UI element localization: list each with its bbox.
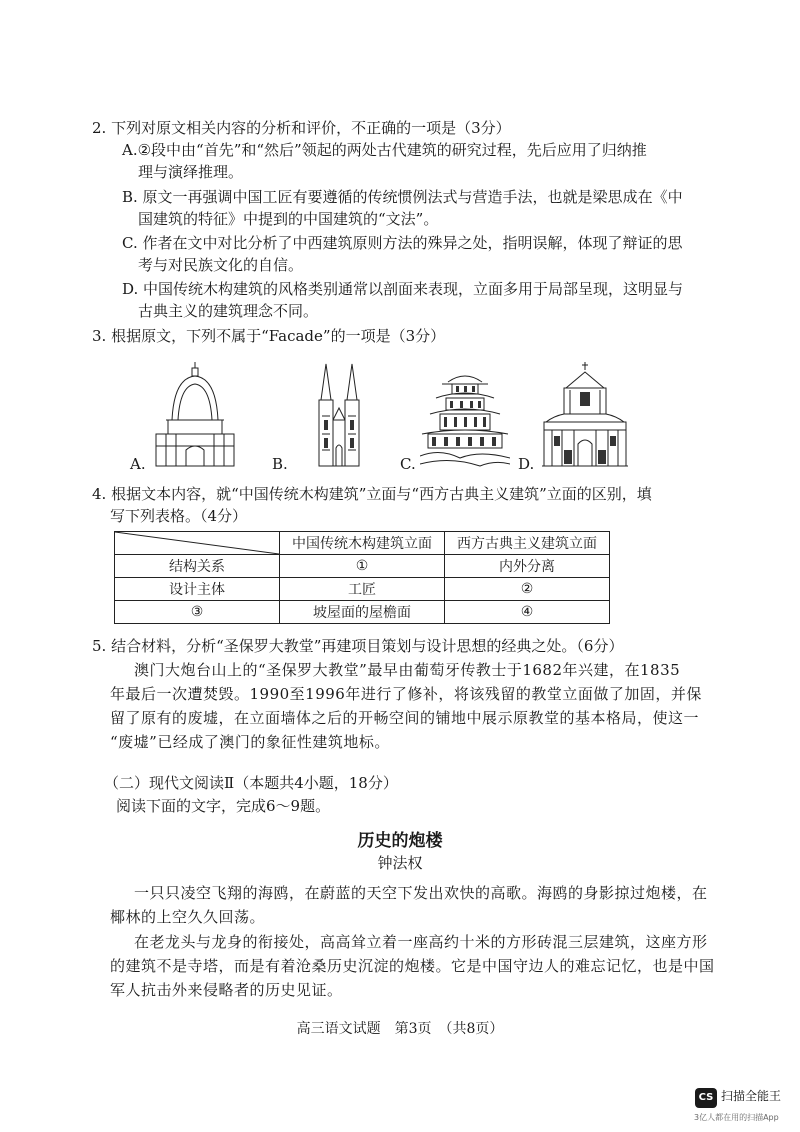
- q2-option-c-line1: C. 作者在文中对比分析了中西建筑原则方法的殊异之处，指明误解，体现了辩证的思: [122, 234, 683, 252]
- figure-c-label: C.: [400, 455, 416, 473]
- camscanner-logo-icon: CS: [695, 1088, 717, 1108]
- q2-option-a-line2: 理与演绎推理。: [138, 163, 244, 181]
- table-header-row: [115, 532, 610, 555]
- q2-stem: 2. 下列对原文相关内容的分析和评价，不正确的一项是（3分）: [92, 119, 511, 137]
- figure-a-dome-section: [152, 360, 238, 470]
- table-row: [115, 601, 610, 624]
- figure-d-label: D.: [518, 455, 535, 473]
- table-cell: ④: [445, 601, 610, 624]
- paragraph-2-line3: 军人抗击外来侵略者的历史见证。: [110, 981, 343, 999]
- q4-stem-line1: 4. 根据文本内容，就“中国传统木构建筑”立面与“西方古典主义建筑”立面的区别，填: [92, 485, 652, 503]
- q2-option-d-line1: D. 中国传统木构建筑的风格类别通常以剖面来表现，立面多用于局部呈现，这明显与: [122, 280, 684, 298]
- table-header-cell: 中国传统木构建筑立面: [280, 532, 445, 555]
- table-diagonal-cell: [115, 532, 280, 555]
- table-cell: 设计主体: [115, 578, 280, 601]
- table-row: [115, 578, 610, 601]
- table-cell: ③: [115, 601, 280, 624]
- q4-stem-line2: 写下列表格。（4分）: [110, 507, 248, 525]
- table-row: [115, 555, 610, 578]
- figure-d-classical-facade: [540, 360, 630, 470]
- article-title: 历史的炮楼: [357, 831, 443, 851]
- paragraph-1-line1: 一只只凌空飞翔的海鸥，在蔚蓝的天空下发出欢快的高歌。海鸥的身影掠过炮楼，在: [134, 884, 708, 902]
- q5-material-line1: 澳门大炮台山上的“圣保罗大教堂”最早由葡萄牙传教士于1682年兴建，在1835: [134, 661, 681, 679]
- table-cell: ②: [445, 578, 610, 601]
- figure-c-chinese-pavilion: [420, 360, 510, 470]
- q2-option-c-line2: 考与对民族文化的自信。: [138, 256, 304, 274]
- table-cell: 坡屋面的屋檐面: [280, 601, 445, 624]
- paragraph-2-line2: 的建筑不是寺塔，而是有着沧桑历史沉淀的炮楼。它是中国守边人的难忘记忆，也是中国: [110, 957, 715, 975]
- figure-a-label: A.: [130, 455, 146, 473]
- camscanner-name: 扫描全能王: [721, 1089, 782, 1103]
- section-instruction: 阅读下面的文字，完成6～9题。: [116, 797, 331, 815]
- table-cell: 工匠: [280, 578, 445, 601]
- camscanner-tagline: 3亿人都在用的扫描App: [694, 1113, 779, 1122]
- q2-option-a-line1: A.②段中由“首先”和“然后”领起的两处古代建筑的研究过程，先后应用了归纳推: [122, 141, 647, 159]
- paragraph-2-line1: 在老龙头与龙身的衔接处，高高耸立着一座高约十米的方形砖混三层建筑，这座方形: [134, 933, 708, 951]
- figure-b-gothic-spires: [296, 360, 382, 470]
- article-author: 钟法权: [377, 854, 423, 872]
- diagonal-line: [115, 532, 279, 554]
- q3-stem: 3. 根据原文，下列不属于“Facade”的一项是（3分）: [92, 327, 446, 345]
- q5-material-line2: 年最后一次遭焚毁。1990至1996年进行了修补，将该残留的教堂立面做了加固，并保: [110, 685, 702, 703]
- q5-stem: 5. 结合材料，分析“圣保罗大教堂”再建项目策划与设计思想的经典之处。（6分）: [92, 637, 624, 655]
- figure-b-label: B.: [272, 455, 288, 473]
- answer-table: [114, 531, 610, 624]
- q2-option-b-line2: 国建筑的特征》中提到的中国建筑的“文法”。: [138, 210, 439, 228]
- table-cell: 结构关系: [115, 555, 280, 578]
- q5-material-line4: “废墟”已经成了澳门的象征性建筑地标。: [110, 733, 390, 751]
- table-header-cell: 西方古典主义建筑立面: [445, 532, 610, 555]
- section-heading: （二）现代文阅读Ⅱ（本题共4小题，18分）: [104, 774, 398, 792]
- q5-material-line3: 留了原有的废墟，在立面墙体之后的开畅空间的铺地中展示原教堂的基本格局，使这一: [110, 709, 700, 727]
- page-footer: 高三语文试题 第3页 （共8页）: [296, 1021, 504, 1037]
- table-cell: 内外分离: [445, 555, 610, 578]
- q2-option-d-line2: 古典主义的建筑理念不同。: [138, 302, 319, 320]
- paragraph-1-line2: 椰林的上空久久回荡。: [110, 908, 266, 926]
- table-cell: ①: [280, 555, 445, 578]
- q2-option-b-line1: B. 原文一再强调中国工匠有要遵循的传统惯例法式与营造手法，也就是梁思成在《中: [122, 188, 683, 206]
